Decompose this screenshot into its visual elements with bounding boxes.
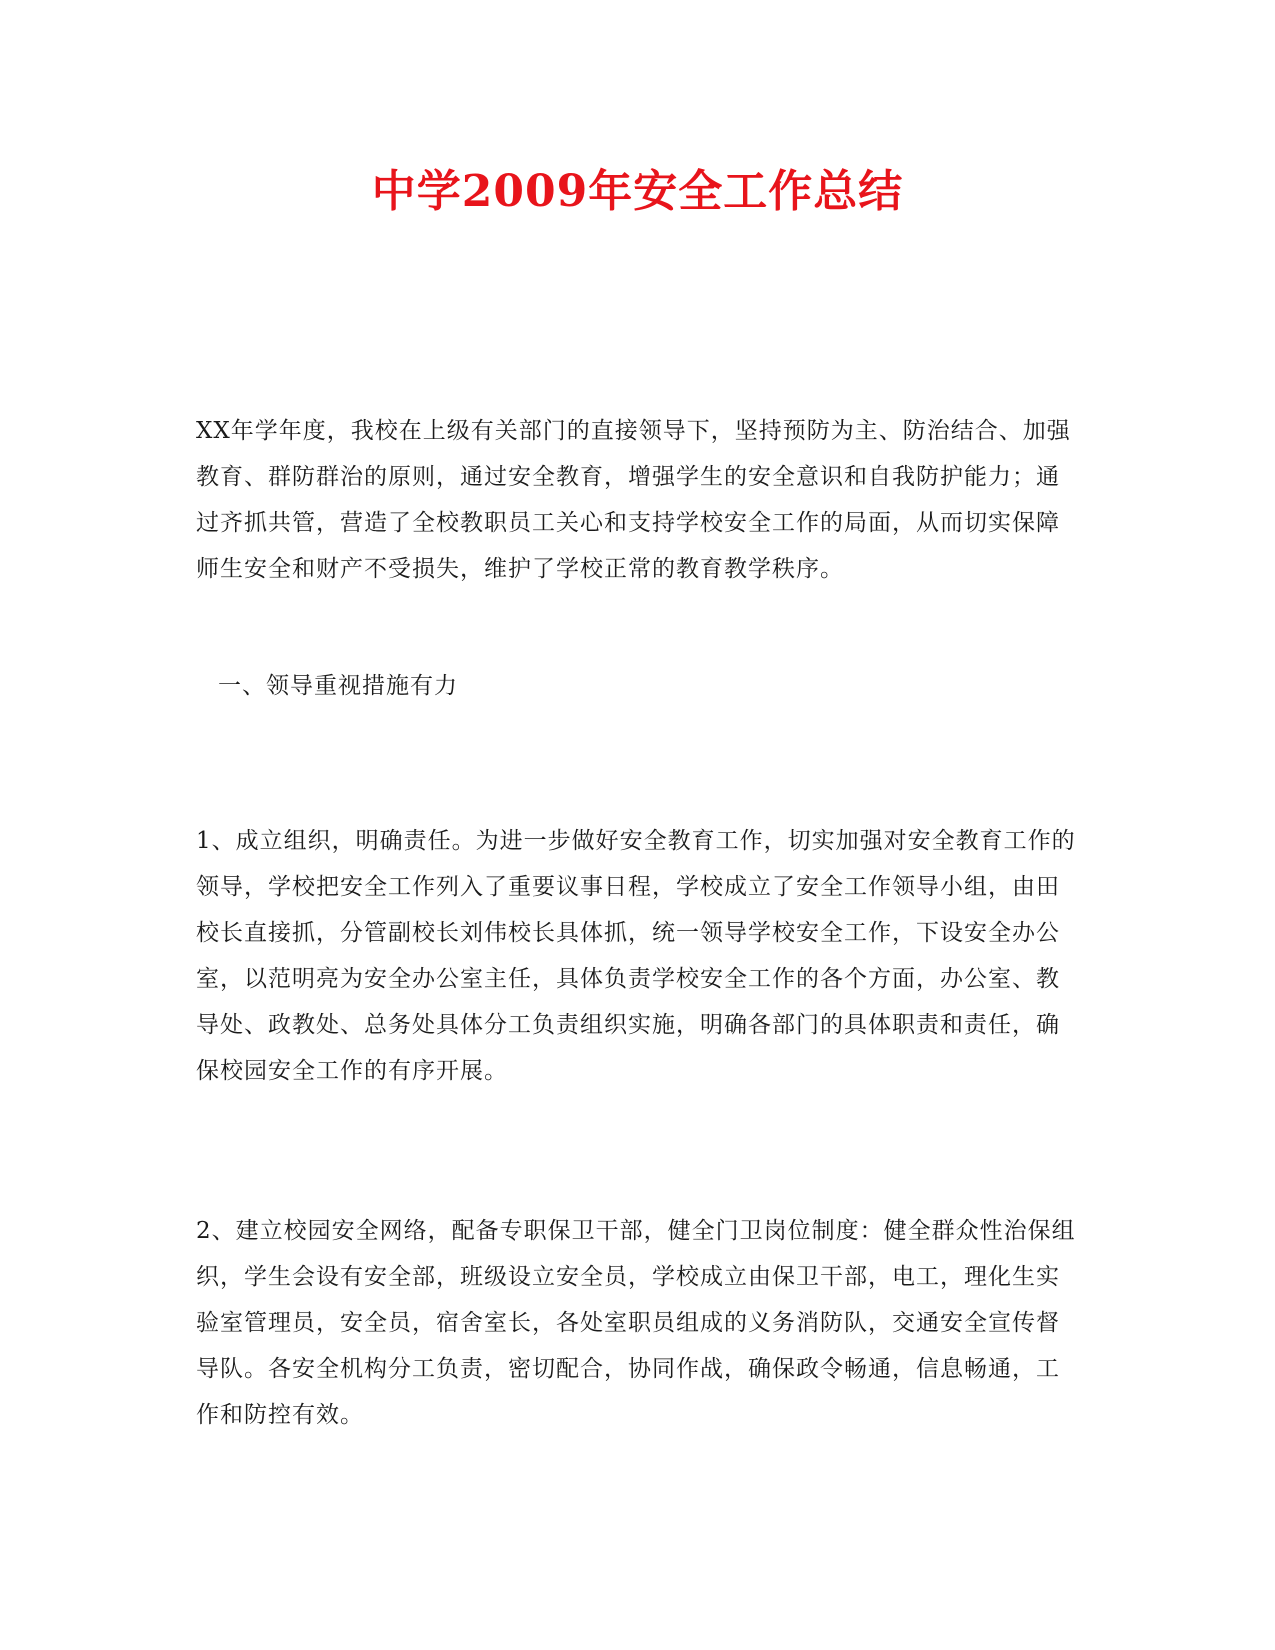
document-title: 中学2009年安全工作总结: [371, 166, 904, 217]
section-heading: 一、领导重视措施有力: [218, 673, 458, 699]
item-2-paragraph: 2、建立校园安全网络，配备专职保卫干部，健全门卫岗位制度：健全群众性治保组织，学生会设有安全部，班级设立安全员，学校成立由保卫干部，电工，理化生实验室管理员，安全员，宿舍室长，各处室职员组成的义务消防队，交通安全宣传督导队。各安全机构分工负责，密切配合，协同作战，确保政令畅通，信息畅通，工作和防控有效。: [196, 1218, 1076, 1428]
intro-paragraph: XX年学年度，我校在上级有关部门的直接领导下，坚持预防为主、防治结合、加强教育、群防群治的原则，通过安全教育，增强学生的安全意识和自我防护能力；通过齐抓共管，营造了全校教职员工关心和支持学校安全工作的局面，从而切实保障师生安全和财产不受损失，维护了学校正常的教育教学秩序。: [196, 418, 1071, 582]
item-1-paragraph: 1、成立组织，明确责任。为进一步做好安全教育工作，切实加强对安全教育工作的领导，学校把安全工作列入了重要议事日程，学校成立了安全工作领导小组，由田校长直接抓，分管副校长刘伟校长具体抓，统一领导学校安全工作，下设安全办公室，以范明亮为安全办公室主任，具体负责学校安全工作的各个方面，办公室、教导处、政教处、总务处具体分工负责组织实施，明确各部门的具体职责和责任，确保校园安全工作的有序开展。: [196, 828, 1076, 1084]
